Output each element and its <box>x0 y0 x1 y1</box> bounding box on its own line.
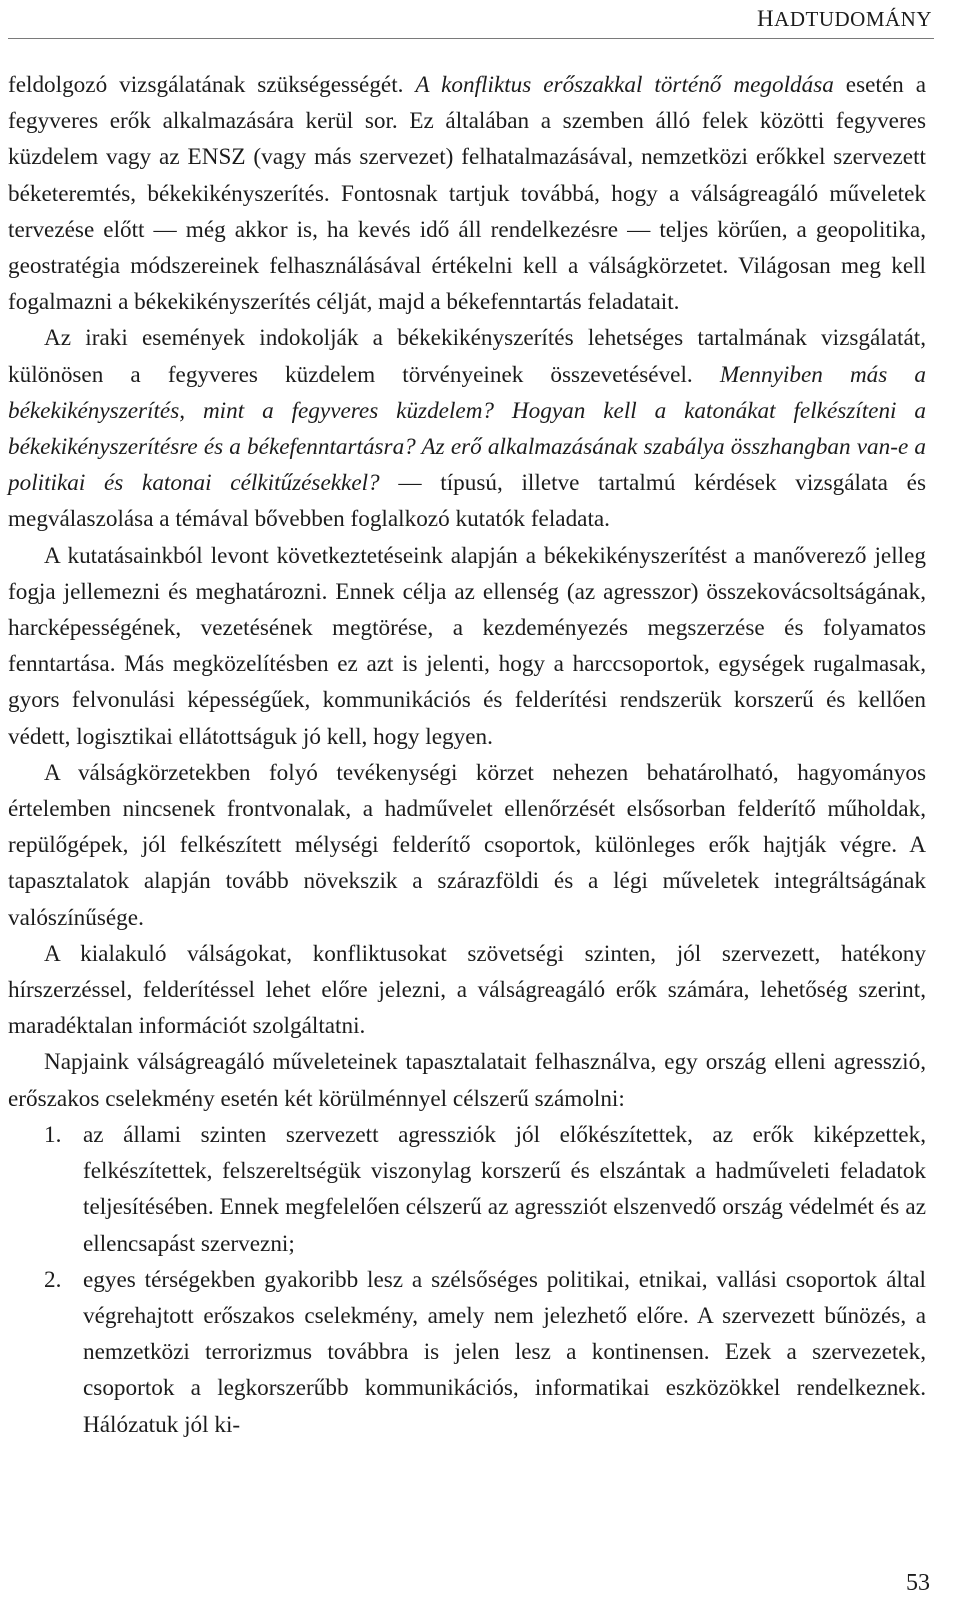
header-rule <box>8 38 934 39</box>
paragraph <box>8 1044 926 1116</box>
paragraph <box>8 67 926 320</box>
text-run: A kialakuló válságokat, konfliktusokat szövetségi szinten, jól szervezett, hatékony hírszerzéssel, felderítéssel lehet előre jelezni, a válságreagáló erők számára, lehetőség szerint, maradéktalan információt szolgáltatni. <box>8 940 926 1040</box>
text-run: — típusú, illetve tartalmú kérdések vizsgálata és megválaszolása a témával bővebben foglalkozó kutatók feladata. <box>8 470 926 533</box>
text-run: A válságkörzetekben folyó tevékenységi körzet nehezen behatárolható, hagyományos értelemben nincsenek frontvonalak, a hadművelet ellenőrzését elsősorban felderítő műholdak, repülőgépek, jól felkészített mélységi felderítő csoportok, különleges erők hajtják végre. A tapasztalatok alapján tovább növekszik a szárazföldi és a légi műveletek integráltságának valószínűsége. <box>8 759 926 931</box>
text-run: A kutatásainkból levont következtetéseink alapján a békekikényszerítést a manőverező jelleg fogja jellemezni és meghatározni. Ennek célja az ellenség (az agresszor) összekovácsoltságának, harcképességének, vezetésének megtörése, a kezdeményezés megszerzése és folyamatos fenntartása. Más megközelítésben ez azt is jelenti, hogy a harccsoportok, egységek rugalmasak, gyors felvonulási képességűek, kommunikációs és felderítési rendszerük korszerű és kellően védett, logisztikai ellátottságuk jó kell, hogy legyen. <box>8 542 926 750</box>
list-item-text: egyes térségekben gyakoribb lesz a szélsőséges politikai, etnikai, vallási csoportok által végrehajtott erőszakos cselekmény, amely nem jelezhető előre. A szervezett bűnözés, a nemzetközi terrorizmus továbbra is jelen lesz a kontinensen. Ezek a szervezetek, csoportok a legkorszerűbb kommunikációs, informatikai eszközökkel rendelkeznek. Hálózatuk jól ki- <box>83 1266 926 1438</box>
list-item <box>8 1262 926 1443</box>
running-header-initial: H <box>757 6 775 31</box>
italic-text: A konfliktus erőszakkal történő megoldása <box>415 72 834 98</box>
text-run: feldolgozó vizsgálatának szükségességét. <box>8 72 416 98</box>
numbered-list <box>8 1117 926 1443</box>
italic-text: Mennyiben más a békekikényszerítés, mint a fegyveres küzdelem? Hogyan kell a katonákat felkészíteni a békekikényszerítésre és a békefenntartásra? Az erő alkalmazásának szabálya összhangban van-e a politikai és katonai célkitűzésekkel? <box>8 361 926 497</box>
paragraph <box>8 755 926 936</box>
page-number: 53 <box>906 1570 930 1596</box>
list-item-number: 2. <box>44 1266 62 1293</box>
paragraphs <box>8 67 926 1117</box>
paragraph <box>8 538 926 755</box>
paragraph <box>8 320 926 537</box>
paragraph <box>8 936 926 1045</box>
body-text <box>8 67 926 1443</box>
text-run: esetén a fegyveres erők alkalmazására kerül sor. Ez általában a szemben álló felek közötti fegyveres küzdelem vagy az ENSZ (vagy más szervezet) felhatalmazásával, nemzetközi erőkkel szervezett béketeremtés, békekikényszerítés. Fontosnak tartjuk továbbá, hogy a válságreagáló műveletek tervezése előtt — még akkor is, ha kevés idő áll rendelkezésre — teljes körűen, a geopolitika, geostratégia módszereinek felhasználásával értékelni kell a válságkörzetet. Világosan meg kell fogalmazni a békekikényszerítés célját, majd a békefenntartás feladatait. <box>8 72 926 316</box>
list-item-number: 1. <box>44 1121 62 1148</box>
list-item <box>8 1117 926 1262</box>
text-run: Az iraki események indokolják a békekikényszerítés lehetséges tartalmának vizsgálatát, különösen a fegyveres küzdelem törvényeinek összevetésével. <box>8 325 926 388</box>
running-header-rest: ADTUDOMÁNY <box>774 7 932 31</box>
running-header <box>757 6 932 32</box>
text-run: Napjaink válságreagáló műveleteinek tapasztalatait felhasználva, egy ország elleni agresszió, erőszakos cselekmény esetén két körülménnyel célszerű számolni: <box>8 1049 926 1112</box>
list-item-text: az állami szinten szervezett agressziók jól előkészítettek, az erők kiképzettek, felkészítettek, felszereltségük viszonylag korszerű és elszántak a hadműveleti feladatok teljesítésében. Ennek megfelelően célszerű az agressziót elszenvedő ország védelmét és az ellencsapást szervezni; <box>83 1121 926 1257</box>
